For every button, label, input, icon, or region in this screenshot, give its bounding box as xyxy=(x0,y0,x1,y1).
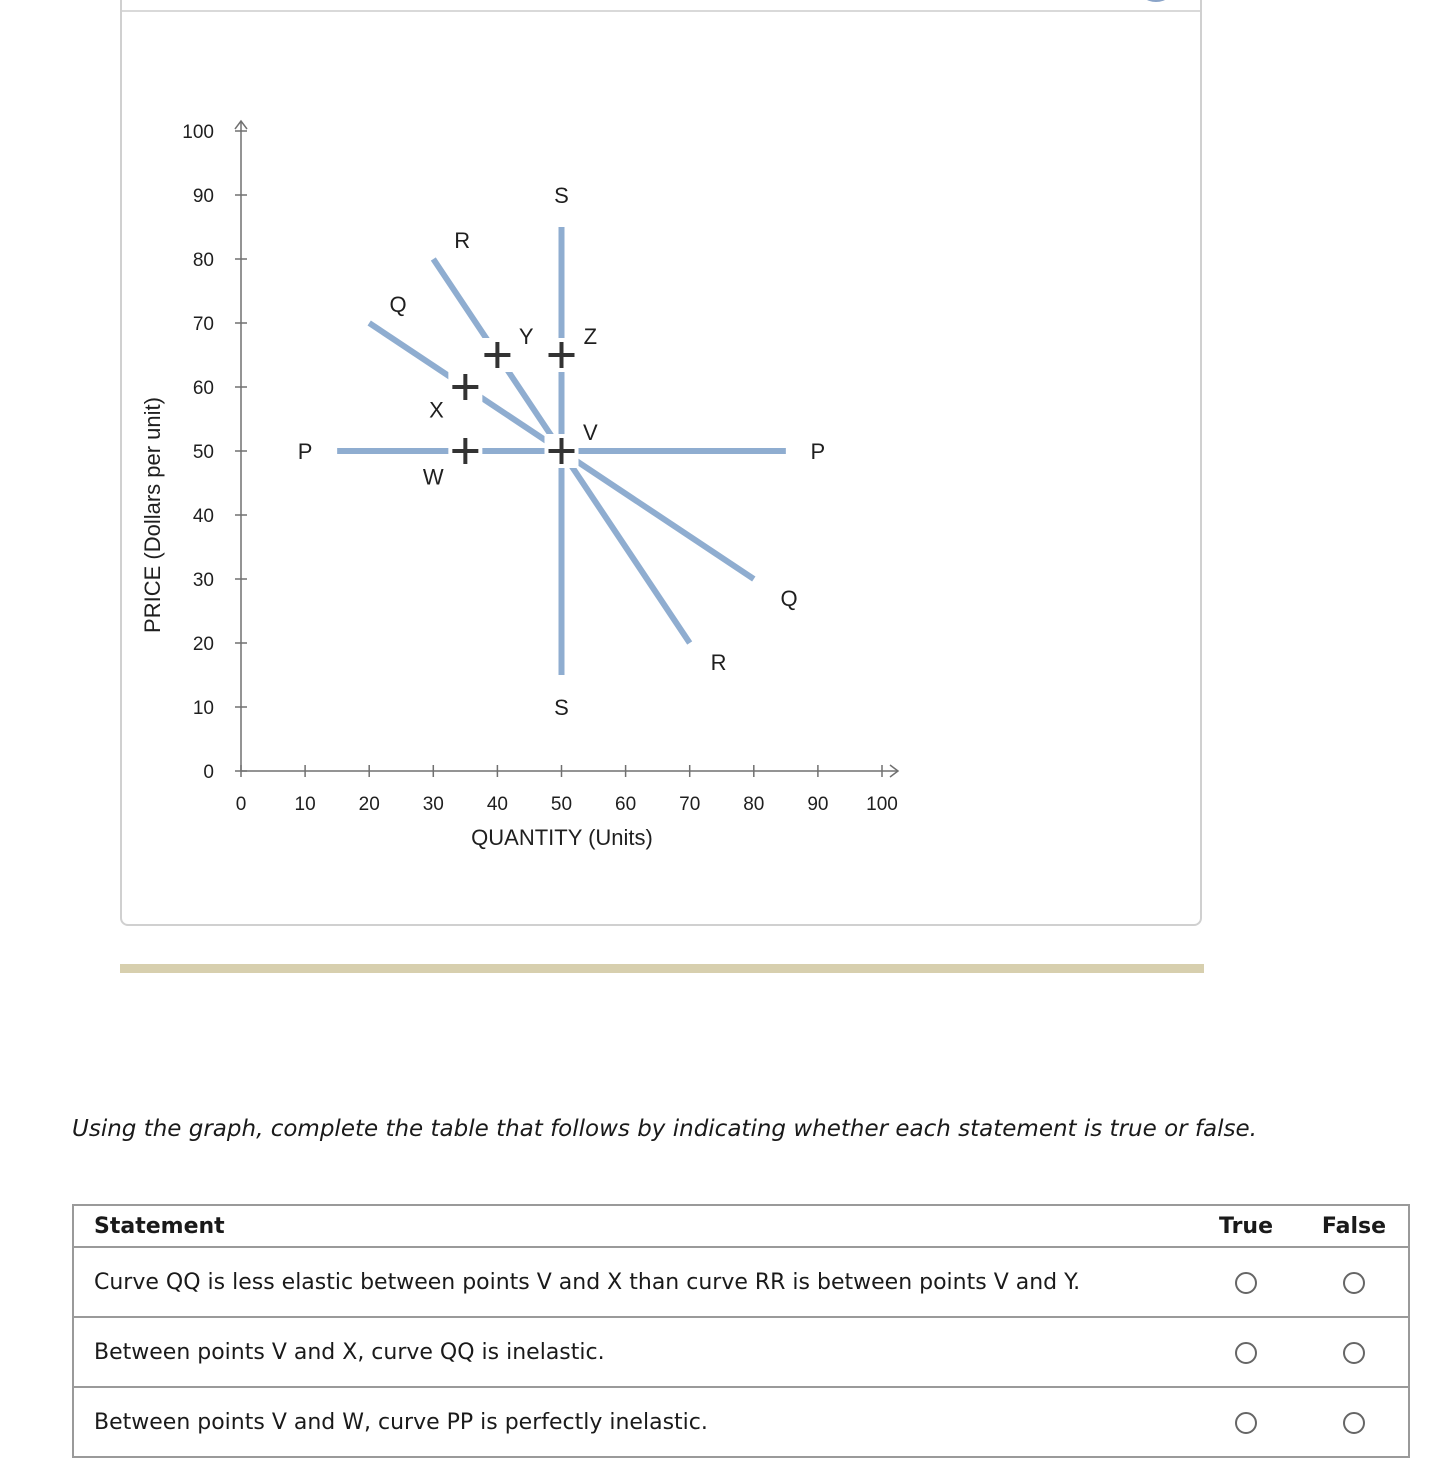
chart-axes xyxy=(140,121,898,850)
point-v xyxy=(545,434,579,468)
point-label: Z xyxy=(583,323,598,349)
y-tick-label: 10 xyxy=(192,698,214,719)
y-tick-label: 80 xyxy=(192,250,214,271)
x-tick-label: 100 xyxy=(866,794,898,815)
statement-header: Statement xyxy=(73,1205,1192,1247)
x-tick-label: 70 xyxy=(679,794,701,815)
point-label: V xyxy=(583,419,598,445)
table-row xyxy=(73,1387,1409,1457)
x-tick-label: 20 xyxy=(358,794,380,815)
statement-text: Curve QQ is less elastic between points V and X than curve RR is between points V and Y. xyxy=(73,1247,1192,1317)
instruction-text: Using the graph, complete the table that follows by indicating whether each statement is true or false. xyxy=(72,1116,1257,1142)
statement-text: Between points V and W, curve PP is perfectly inelastic. xyxy=(73,1387,1192,1457)
table-row xyxy=(73,1247,1409,1317)
curve-label: R xyxy=(710,650,727,676)
point-label: X xyxy=(429,397,444,423)
y-tick-label: 60 xyxy=(192,378,214,399)
curve-label: Q xyxy=(389,291,407,317)
true-radio[interactable] xyxy=(1235,1272,1257,1294)
x-tick-label: 10 xyxy=(294,794,316,815)
y-tick-label: 40 xyxy=(192,506,214,527)
table-header-row xyxy=(73,1205,1409,1247)
point-x xyxy=(448,370,482,404)
point-w xyxy=(448,434,482,468)
x-tick-label: 90 xyxy=(807,794,829,815)
point-y xyxy=(480,338,514,372)
curve-label: S xyxy=(554,183,569,208)
y-tick-label: 30 xyxy=(192,570,214,591)
x-axis-title: QUANTITY (Units) xyxy=(471,825,653,850)
section-divider xyxy=(120,964,1204,973)
x-tick-label: 50 xyxy=(550,794,573,815)
false-header: False xyxy=(1300,1205,1409,1247)
curve-label: Q xyxy=(780,586,798,612)
false-radio[interactable] xyxy=(1343,1412,1365,1434)
x-tick-label: 0 xyxy=(235,794,247,815)
y-tick-label: 20 xyxy=(192,634,214,655)
x-tick-label: 60 xyxy=(615,794,637,815)
false-radio[interactable] xyxy=(1343,1342,1365,1364)
y-tick-label: 50 xyxy=(192,442,214,463)
y-axis-title: PRICE (Dollars per unit) xyxy=(140,397,165,633)
true-false-table xyxy=(72,1204,1410,1458)
curve-label: S xyxy=(554,695,569,720)
true-radio[interactable] xyxy=(1235,1412,1257,1434)
x-tick-label: 40 xyxy=(486,794,508,815)
x-tick-label: 80 xyxy=(743,794,765,815)
curve-label: P xyxy=(297,439,313,464)
true-header: True xyxy=(1192,1205,1300,1247)
statement-text: Between points V and X, curve QQ is inelastic. xyxy=(73,1317,1192,1387)
y-tick-label: 90 xyxy=(192,186,214,207)
true-radio[interactable] xyxy=(1235,1342,1257,1364)
y-tick-label: 0 xyxy=(203,762,214,783)
false-radio[interactable] xyxy=(1343,1272,1365,1294)
curve-label: R xyxy=(454,227,471,253)
point-label: Y xyxy=(518,323,534,349)
curve-label: P xyxy=(810,439,826,464)
y-tick-label: 70 xyxy=(192,314,214,335)
point-z xyxy=(545,338,579,372)
point-label: W xyxy=(422,464,444,490)
y-tick-label: 100 xyxy=(182,122,214,143)
x-tick-label: 30 xyxy=(422,794,444,815)
table-row xyxy=(73,1317,1409,1387)
